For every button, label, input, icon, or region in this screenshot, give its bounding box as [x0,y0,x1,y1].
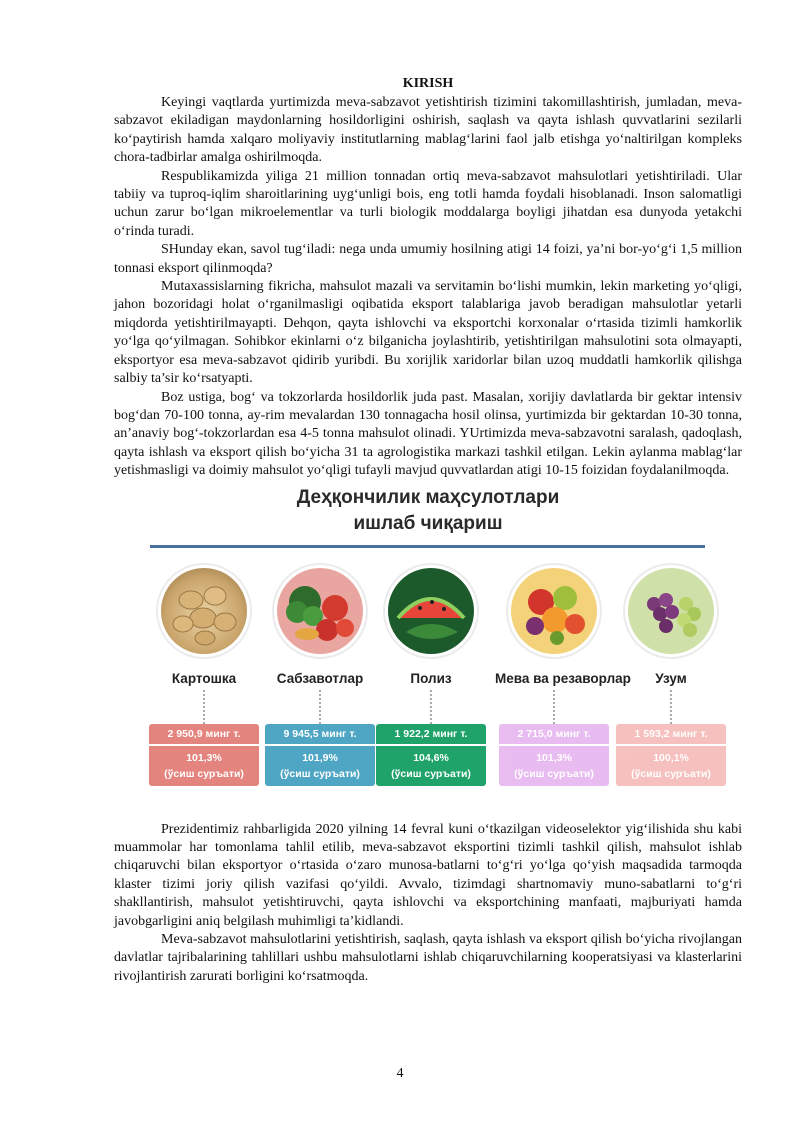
growth-rate-box [149,746,259,786]
amount-badge: 9 945,5 минг т. [265,724,375,744]
product-name: Узум [655,670,687,686]
production-infographic [114,487,742,817]
grapes-icon [625,565,717,657]
product-name: Картошка [171,670,237,686]
growth-rate-box [499,746,609,786]
product-column-melons [372,565,490,786]
product-column-vegetables [261,565,379,786]
potato-icon [158,565,250,657]
growth-rate-label: (ўсиш суръати) [631,767,711,780]
growth-rate-value: 101,3% [536,751,572,764]
growth-rate-box [376,746,486,786]
product-column-fruits [495,565,631,786]
paragraph: Respublikamizda yiliga 21 million tonnadan ortiq meva-sabzavot mahsulotlari yetishtiriladi. Ular tabiiy va tuproq-iqlim sharoitlarining uyg‘unligi bois, eng totli hamda foydali hisoblanadi. Inson salomatligi uchun zarur bo‘lgan mikroelementlar va turli biologik moddalarga boyligi jihatdan esa dunyoda yetakchi o‘rinda turadi. [114,168,742,239]
connector-line [670,690,672,724]
connector-line [203,690,205,724]
document-page [114,76,742,986]
amount-badge: 1 922,2 минг т. [376,724,486,744]
amount-badge: 1 593,2 минг т. [616,724,726,744]
product-name: Полиз [410,670,452,686]
paragraph: Meva-sabzavot mahsulotlarini yetishtirish, saqlash, qayta ishlash va eksport qilish bo‘yicha rivojlangan davlatlar tajribalarining tahlillari ushbu mahsulotlarni ishlab chiqaruvchilarning kooperatsiyasi va klasterlarini rivojlantirish zarurati borligini ko‘rsatmoqda. [114,931,742,984]
infographic-subtitle: ишлаб чиқариш [353,512,503,534]
connector-line [553,690,555,724]
title-underline [150,545,705,548]
growth-rate-label: (ўсиш суръати) [164,767,244,780]
amount-badge: 2 950,9 минг т. [149,724,259,744]
product-column-grapes [612,565,730,786]
paragraph: SHunday ekan, savol tug‘iladi: nega unda umumiy hosilning atigi 14 foizi, ya’ni bor-yo‘g‘i 1,5 million tonnasi eksport qilinmoqda? [114,242,742,276]
page-number: 4 [396,1066,404,1081]
connector-line [319,690,321,724]
vegetables-icon [274,565,366,657]
growth-rate-label: (ўсиш суръати) [391,767,471,780]
paragraph: Keyingi vaqtlarda yurtimizda meva-sabzavot yetishtirish tizimini takomillashtirish, jumladan, meva-sabzavot ekiladigan maydonlarning hosildorligini oshirish, saqlash va qayta ishlash quvvatlarini sezilarli ko‘paytirish hamda xalqaro moliyaviy institutlarning mablag‘larini faol jalb etishga yo‘naltirilgan kompleks chora-tadbirlar amalga oshirilmoqda. [114,95,742,166]
paragraph: Mutaxassislarning fikricha, mahsulot mazali va servitamin bo‘lishi mumkin, lekin marketing yo‘qligi, jahon bozoridagi holat o‘rganilmasligi oqibatida eksport talablariga javob beradigan mahsulotlar yetarli miqdorda yetishtirilmayapti. Dehqon, qayta ishlovchi va eksportchi korxonalar o‘rtasida tizimli hamkorlik yo‘lga qo‘yilmagan. Sohibkor ekinlarni o‘z bilganicha joylashtirib, yetishtirilgan mahsulotini sota olmayapti, eksportyor esa meva-sabzavot qidirib yuribdi. Bu xorijlik xaridorlar bilan uzoq muddatli hamkorlik qilishga salbiy ta’sir ko‘rsatyapti. [114,279,742,387]
watermelon-icon [385,565,477,657]
product-name: Мева ва резаворлар [495,670,631,686]
growth-rate-value: 100,1% [653,751,689,764]
growth-rate-value: 104,6% [413,751,449,764]
growth-rate-label: (ўсиш суръати) [514,767,594,780]
fruits-icon [508,565,600,657]
connector-line [430,690,432,724]
growth-rate-box [265,746,375,786]
paragraph: Boz ustiga, bog‘ va tokzorlarda hosildorlik juda past. Masalan, xorijiy davlatlarda bir gektar intensiv bog‘dan 70-100 tonna, ay-rim mevalardan 130 tonnagacha hosil olinsa, yurtimizda bir gektardan 10-30 tonna, an’anaviy bog‘-tokzorlardan esa 4-5 tonna mahsulot olinadi. YUrtimizda meva-sabzavotni saralash, qadoqlash, qayta ishlash va eksport qilish bo‘yicha 31 ta agrologistika markazi tashkil etilgan. Lekin aylanma mablag‘lar yetishmasligi va doimiy mahsulot yo‘qligi tufayli mavjud quvvatlardan atigi 10-15 foizidan foydalanilmoqda. [114,389,742,479]
section-heading: KIRISH [402,76,454,91]
infographic-title: Деҳқончилик маҳсулотлари [296,486,560,508]
growth-rate-label: (ўсиш суръати) [280,767,360,780]
growth-rate-value: 101,3% [186,751,222,764]
product-name: Сабзавотлар [276,670,364,686]
amount-badge: 2 715,0 минг т. [499,724,609,744]
growth-rate-value: 101,9% [302,751,338,764]
product-column-potato [145,565,263,786]
paragraph: Prezidentimiz rahbarligida 2020 yilning 14 fevral kuni o‘tkazilgan videoselektor yig‘ilishida shu kabi muammolar har tomonlama tahlil etilib, meva-sabzavot eksportini tizimli tashkil qilish, mahsulot ishlab chiqaruvchi bilan eksportyor o‘rtasida o‘zaro munosa-batlarni to‘g‘ri yo‘lga qo‘yish maqsadida tarmoqda klaster tizimi joriy qilish vazifasi qo‘yildi. Avvalo, tizimdagi shartnomaviy muno-sabatlarni to‘g‘ri shakllantirish, mahsulot yetishtiruvchi, qayta ishlovchi va eksportchining manfaati, majburiyati hamda javobgarligini aniq belgilash muhimligi ta’kidlandi. [114,821,742,929]
growth-rate-box [616,746,726,786]
